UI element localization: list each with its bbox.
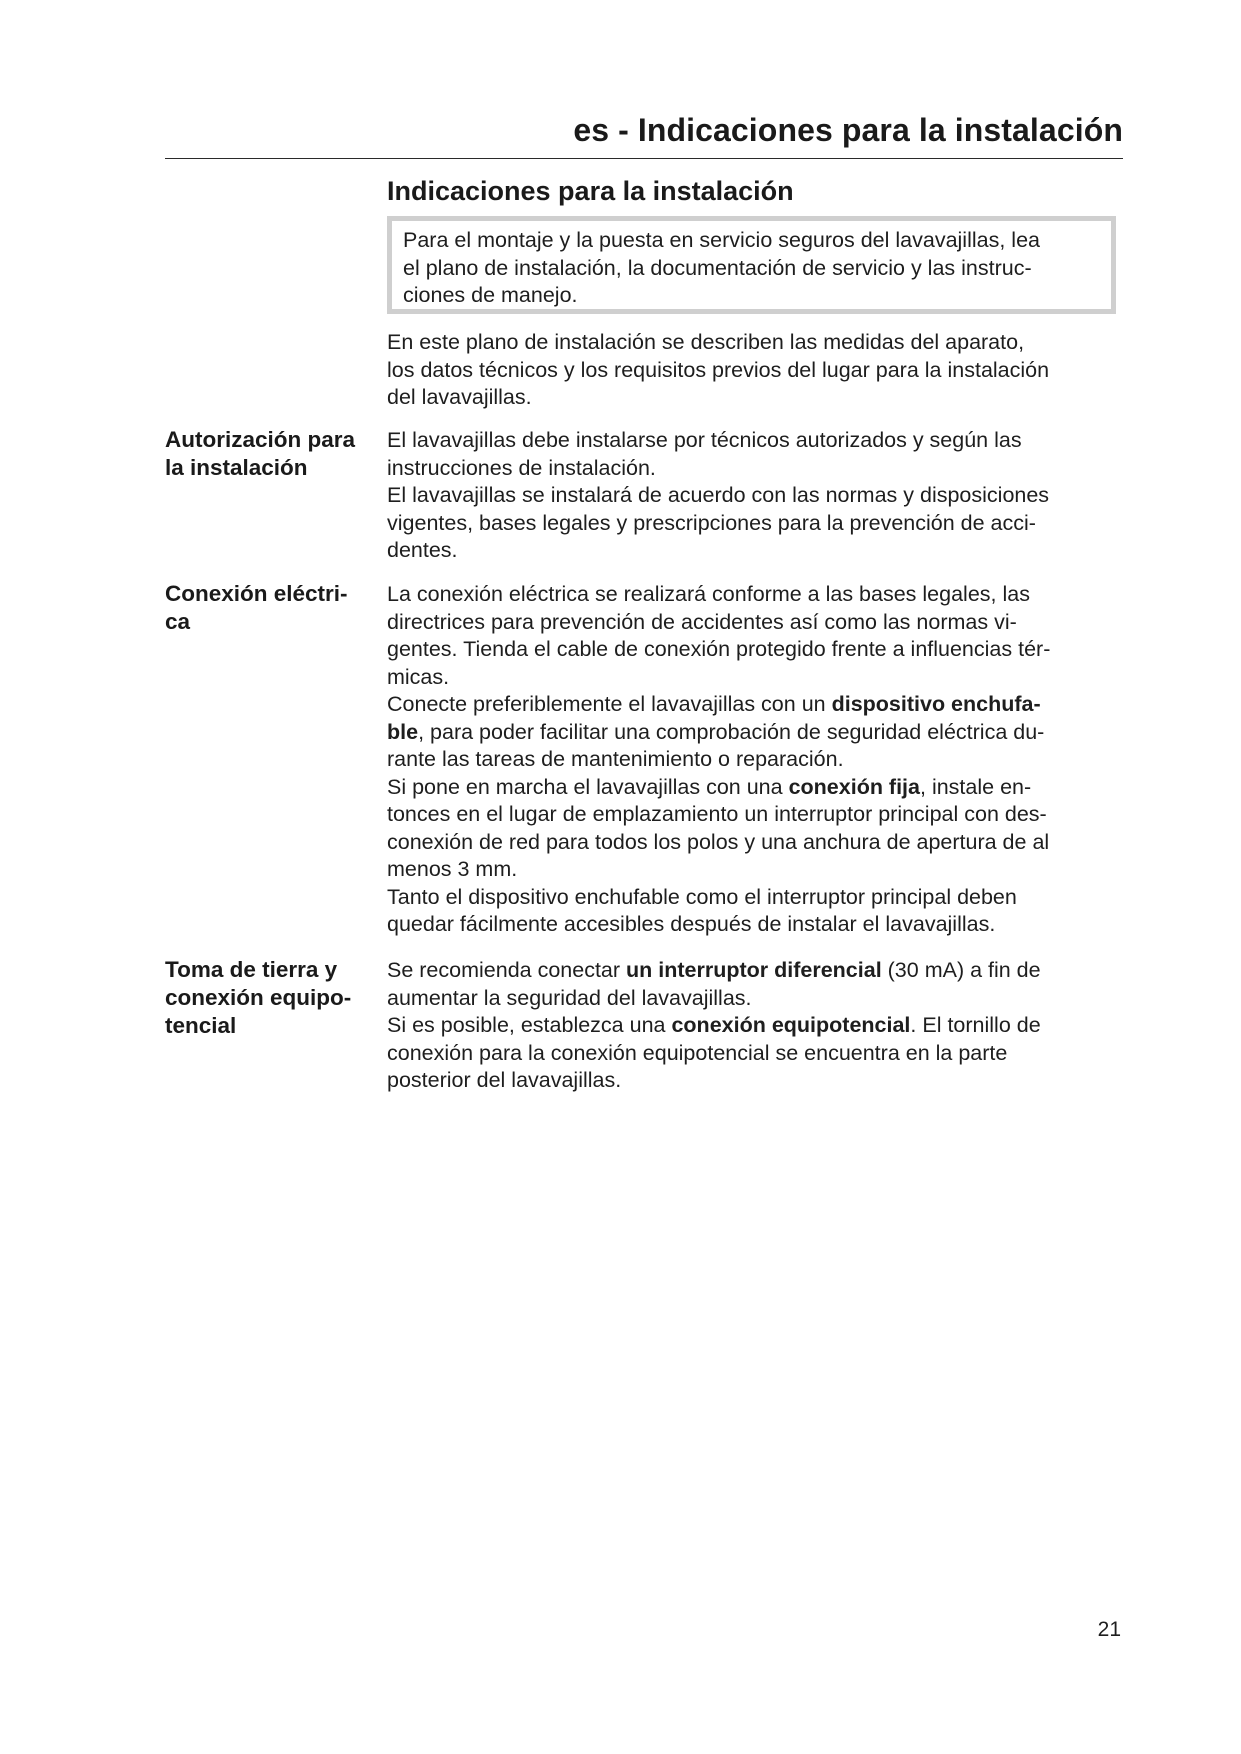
paragraph-line (387, 774, 1127, 802)
section-heading: Indicaciones para la instalación (387, 176, 794, 206)
page-number: 21 (1097, 1618, 1121, 1641)
autorizacion-paragraph (387, 427, 1127, 565)
text-run: Conecte preferiblemente el lavavajillas con un (387, 692, 832, 716)
paragraph-line (387, 1012, 1127, 1040)
paragraph-line: vigentes, bases legales y prescripciones para la prevención de acci- (387, 510, 1036, 535)
intro-paragraph (387, 329, 1127, 412)
paragraph-line: gentes. Tienda el cable de conexión protegido frente a influencias tér- (387, 637, 1051, 661)
side-heading-line: Toma de tierra y (165, 957, 338, 982)
paragraph-line: dentes. (387, 538, 458, 562)
notice-line: el plano de instalación, la documentación de servicio y las instruc- (403, 255, 1032, 280)
paragraph-line: En este plano de instalación se describen las medidas del aparato, (387, 330, 1025, 354)
page-header-title: es - Indicaciones para la instalación (573, 112, 1123, 148)
side-heading-toma-de-tierra (165, 956, 375, 1040)
text-run: Se recomienda conectar (387, 958, 627, 982)
side-heading-line: tencial (165, 1013, 237, 1038)
side-heading-line: Autorización para (165, 427, 356, 452)
bold-term: ble (387, 719, 419, 744)
bold-term: dispositivo enchufa- (831, 692, 1041, 716)
toma-de-tierra-paragraph (387, 957, 1127, 1095)
bold-term: conexión fija (788, 774, 920, 799)
paragraph-line: conexión para la conexión equipotencial se encuentra en la parte (387, 1040, 1008, 1065)
side-heading-line: Conexión eléctri- (165, 581, 348, 606)
side-heading-line: la instalación (165, 455, 308, 480)
paragraph-line (387, 691, 1127, 719)
paragraph-line: El lavavajillas se instalará de acuerdo con las normas y disposiciones (387, 483, 1050, 507)
paragraph-line: El lavavajillas debe instalarse por técnicos autorizados y según las (387, 428, 1022, 452)
paragraph-line: los datos técnicos y los requisitos previos del lugar para la instalación (387, 357, 1050, 382)
paragraph-line: aumentar la seguridad del lavavajillas. (387, 985, 752, 1010)
conexion-electrica-paragraph (387, 581, 1127, 939)
notice-line: Para el montaje y la puesta en servicio seguros del lavavajillas, lea (403, 228, 1040, 252)
bold-term: un interruptor diferencial (626, 958, 882, 982)
notice-line: ciones de manejo. (403, 283, 578, 307)
paragraph-line: quedar fácilmente accesibles después de instalar el lavavajillas. (387, 912, 996, 936)
paragraph-line (387, 719, 1127, 747)
text-run: Si pone en marcha el lavavajillas con una (387, 774, 789, 799)
paragraph-line: directrices para prevención de accidentes así como las normas vi- (387, 609, 1017, 634)
notice-box (387, 216, 1116, 314)
side-heading-conexion-electrica (165, 580, 375, 636)
paragraph-line: conexión de red para todos los polos y una anchura de apertura de al (387, 829, 1050, 854)
side-heading-autorizacion (165, 426, 375, 482)
text-run: , para poder facilitar una comprobación de seguridad eléctrica du- (418, 719, 1045, 744)
paragraph-line: instrucciones de instalación. (387, 455, 656, 480)
text-run: Si es posible, establezca una (387, 1013, 672, 1037)
text-run: . El tornillo de (910, 1013, 1041, 1037)
paragraph-line: La conexión eléctrica se realizará conforme a las bases legales, las (387, 582, 1030, 606)
paragraph-line: menos 3 mm. (387, 857, 518, 881)
paragraph-line (387, 957, 1127, 985)
text-run: , instale en- (920, 774, 1032, 799)
paragraph-line: rante las tareas de mantenimiento o reparación. (387, 747, 844, 771)
paragraph-line: del lavavajillas. (387, 385, 532, 409)
paragraph-line: tonces en el lugar de emplazamiento un interruptor principal con des- (387, 802, 1047, 826)
text-run: (30 mA) a fin de (881, 958, 1041, 982)
bold-term: conexión equipotencial (671, 1013, 911, 1037)
paragraph-line: micas. (387, 664, 450, 689)
side-heading-line: conexión equipo- (165, 985, 352, 1010)
page-header (165, 108, 1123, 159)
paragraph-line: posterior del lavavajillas. (387, 1068, 622, 1092)
paragraph-line: Tanto el dispositivo enchufable como el interruptor principal deben (387, 884, 1017, 909)
side-heading-line: ca (165, 609, 191, 634)
